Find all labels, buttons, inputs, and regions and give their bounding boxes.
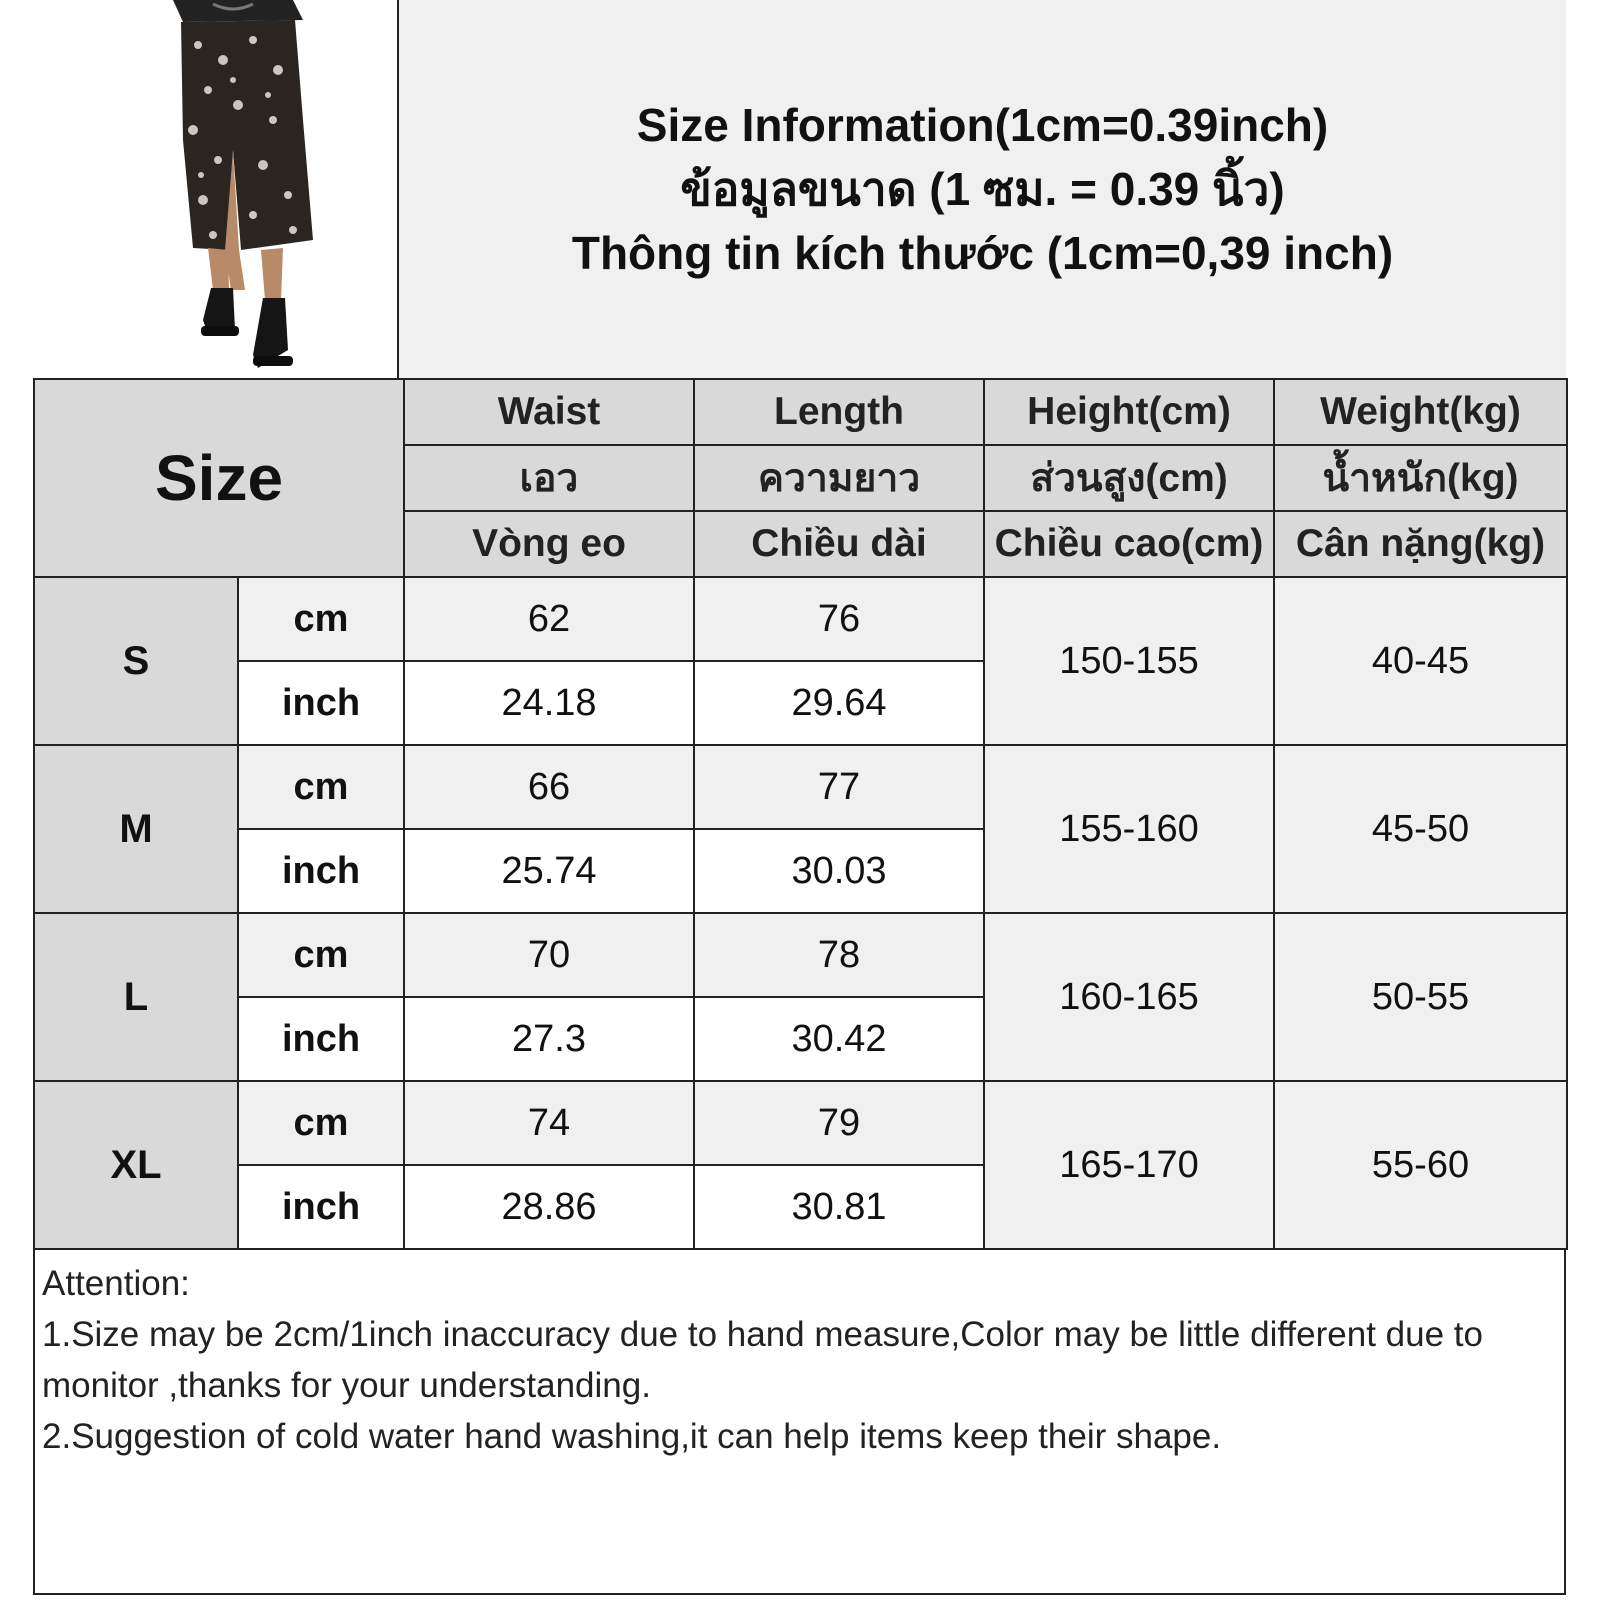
weight-range: 40-45 (1274, 577, 1567, 745)
height-range: 165-170 (984, 1081, 1274, 1249)
length-header-th: ความยาว (694, 445, 984, 511)
waist-header-vi: Vòng eo (404, 511, 694, 577)
weight-range: 50-55 (1274, 913, 1567, 1081)
unit-label: cm (238, 577, 404, 661)
length-header-vi: Chiều dài (694, 511, 984, 577)
waist-inch: 25.74 (404, 829, 694, 913)
length-cm: 76 (694, 577, 984, 661)
waist-inch: 28.86 (404, 1165, 694, 1249)
waist-cm: 70 (404, 913, 694, 997)
length-header-en: Length (694, 379, 984, 445)
weight-header-vi: Cân nặng(kg) (1274, 511, 1567, 577)
waist-cm: 74 (404, 1081, 694, 1165)
title-thai: ข้อมูลขนาด (1 ซม. = 0.39 นิ้ว) (680, 163, 1285, 215)
unit-label: inch (238, 661, 404, 745)
waist-header-th: เอว (404, 445, 694, 511)
table-row (34, 745, 1567, 829)
length-inch: 30.03 (694, 829, 984, 913)
product-photo (33, 0, 399, 380)
table-row (34, 577, 1567, 661)
length-cm: 78 (694, 913, 984, 997)
size-column-header: Size (34, 379, 404, 577)
length-inch: 30.81 (694, 1165, 984, 1249)
height-header-en: Height(cm) (984, 379, 1274, 445)
length-inch: 29.64 (694, 661, 984, 745)
size-label: S (34, 577, 238, 745)
height-header-vi: Chiều cao(cm) (984, 511, 1274, 577)
length-cm: 77 (694, 745, 984, 829)
table-row (34, 913, 1567, 997)
waist-inch: 24.18 (404, 661, 694, 745)
unit-label: cm (238, 913, 404, 997)
model-illustration (33, 0, 399, 380)
weight-header-en: Weight(kg) (1274, 379, 1567, 445)
unit-label: inch (238, 997, 404, 1081)
height-range: 150-155 (984, 577, 1274, 745)
size-label: L (34, 913, 238, 1081)
attention-notes (42, 1258, 1557, 1462)
waist-cm: 62 (404, 577, 694, 661)
size-table (33, 378, 1568, 1250)
unit-label: inch (238, 829, 404, 913)
table-row (34, 1081, 1567, 1165)
weight-header-th: น้ำหนัก(kg) (1274, 445, 1567, 511)
height-range: 160-165 (984, 913, 1274, 1081)
size-label: XL (34, 1081, 238, 1249)
attention-heading: Attention: (42, 1264, 190, 1303)
unit-label: cm (238, 745, 404, 829)
weight-range: 45-50 (1274, 745, 1567, 913)
size-info-title (399, 0, 1566, 380)
title-english: Size Information(1cm=0.39inch) (636, 99, 1329, 151)
header-row-english (34, 379, 1567, 445)
waist-cm: 66 (404, 745, 694, 829)
height-range: 155-160 (984, 745, 1274, 913)
attention-note-1: 1.Size may be 2cm/1inch inaccuracy due to hand measure,Color may be little different due to monitor ,thanks for your understanding. (42, 1315, 1483, 1405)
unit-label: inch (238, 1165, 404, 1249)
size-label: M (34, 745, 238, 913)
waist-header-en: Waist (404, 379, 694, 445)
unit-label: cm (238, 1081, 404, 1165)
height-header-th: ส่วนสูง(cm) (984, 445, 1274, 511)
length-inch: 30.42 (694, 997, 984, 1081)
waist-inch: 27.3 (404, 997, 694, 1081)
weight-range: 55-60 (1274, 1081, 1567, 1249)
title-vietnamese: Thông tin kích thước (1cm=0,39 inch) (571, 227, 1394, 279)
attention-note-2: 2.Suggestion of cold water hand washing,it can help items keep their shape. (42, 1417, 1222, 1456)
length-cm: 79 (694, 1081, 984, 1165)
